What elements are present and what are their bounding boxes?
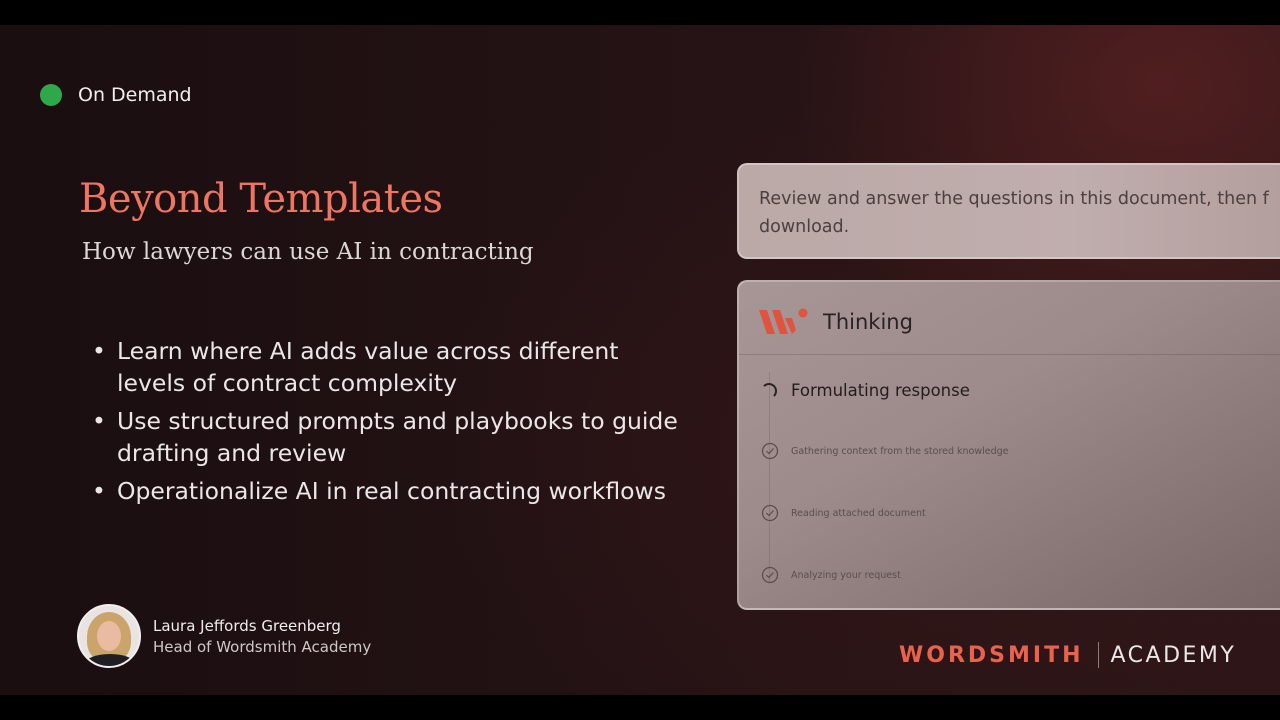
wordsmith-logo-icon <box>759 306 809 338</box>
bullet-text: Operationalize AI in real contracting workflows <box>117 477 666 505</box>
thinking-label: Thinking <box>823 310 913 334</box>
bullet-item <box>92 405 682 469</box>
check-circle-icon <box>761 504 779 522</box>
presenter-name: Laura Jeffords Greenberg <box>153 616 341 635</box>
spinner-icon <box>761 383 777 399</box>
step-completed <box>761 504 926 522</box>
bullet-list <box>92 335 682 513</box>
divider <box>739 354 1280 355</box>
thinking-panel <box>737 280 1280 610</box>
steps-connector <box>769 372 770 582</box>
avatar <box>77 604 141 668</box>
step-label: Gathering context from the stored knowledge <box>791 445 1009 457</box>
step-label: Formulating response <box>791 381 970 400</box>
step-current <box>761 381 970 400</box>
brand-divider <box>1098 642 1099 668</box>
prompt-text: Review and answer the questions in this document, then f download. <box>759 189 1269 237</box>
bullet-item <box>92 475 682 507</box>
bullet-marker: • <box>92 337 106 365</box>
presenter <box>77 604 371 668</box>
status-dot-icon <box>40 84 62 106</box>
step-completed <box>761 566 901 584</box>
brand-name: WORDSMITH <box>899 642 1084 668</box>
check-circle-icon <box>761 442 779 460</box>
slide <box>0 25 1280 695</box>
bullet-marker: • <box>92 407 106 435</box>
brand-logo <box>899 639 1236 671</box>
thinking-header <box>759 302 913 342</box>
step-label: Reading attached document <box>791 507 926 519</box>
status-label: On Demand <box>78 84 192 106</box>
status-badge <box>40 84 192 106</box>
page-subtitle: How lawyers can use AI in contracting <box>82 239 534 265</box>
bullet-text: Learn where AI adds value across different levels of contract complexity <box>117 337 619 397</box>
bullet-text: Use structured prompts and playbooks to guide drafting and review <box>117 407 678 467</box>
prompt-card <box>737 163 1280 259</box>
step-label: Analyzing your request <box>791 569 901 581</box>
bullet-marker: • <box>92 477 106 505</box>
brand-sub: ACADEMY <box>1110 642 1237 668</box>
check-circle-icon <box>761 566 779 584</box>
step-completed <box>761 442 1009 460</box>
bullet-item <box>92 335 682 399</box>
page-title: Beyond Templates <box>79 176 443 222</box>
presenter-role: Head of Wordsmith Academy <box>153 637 372 656</box>
